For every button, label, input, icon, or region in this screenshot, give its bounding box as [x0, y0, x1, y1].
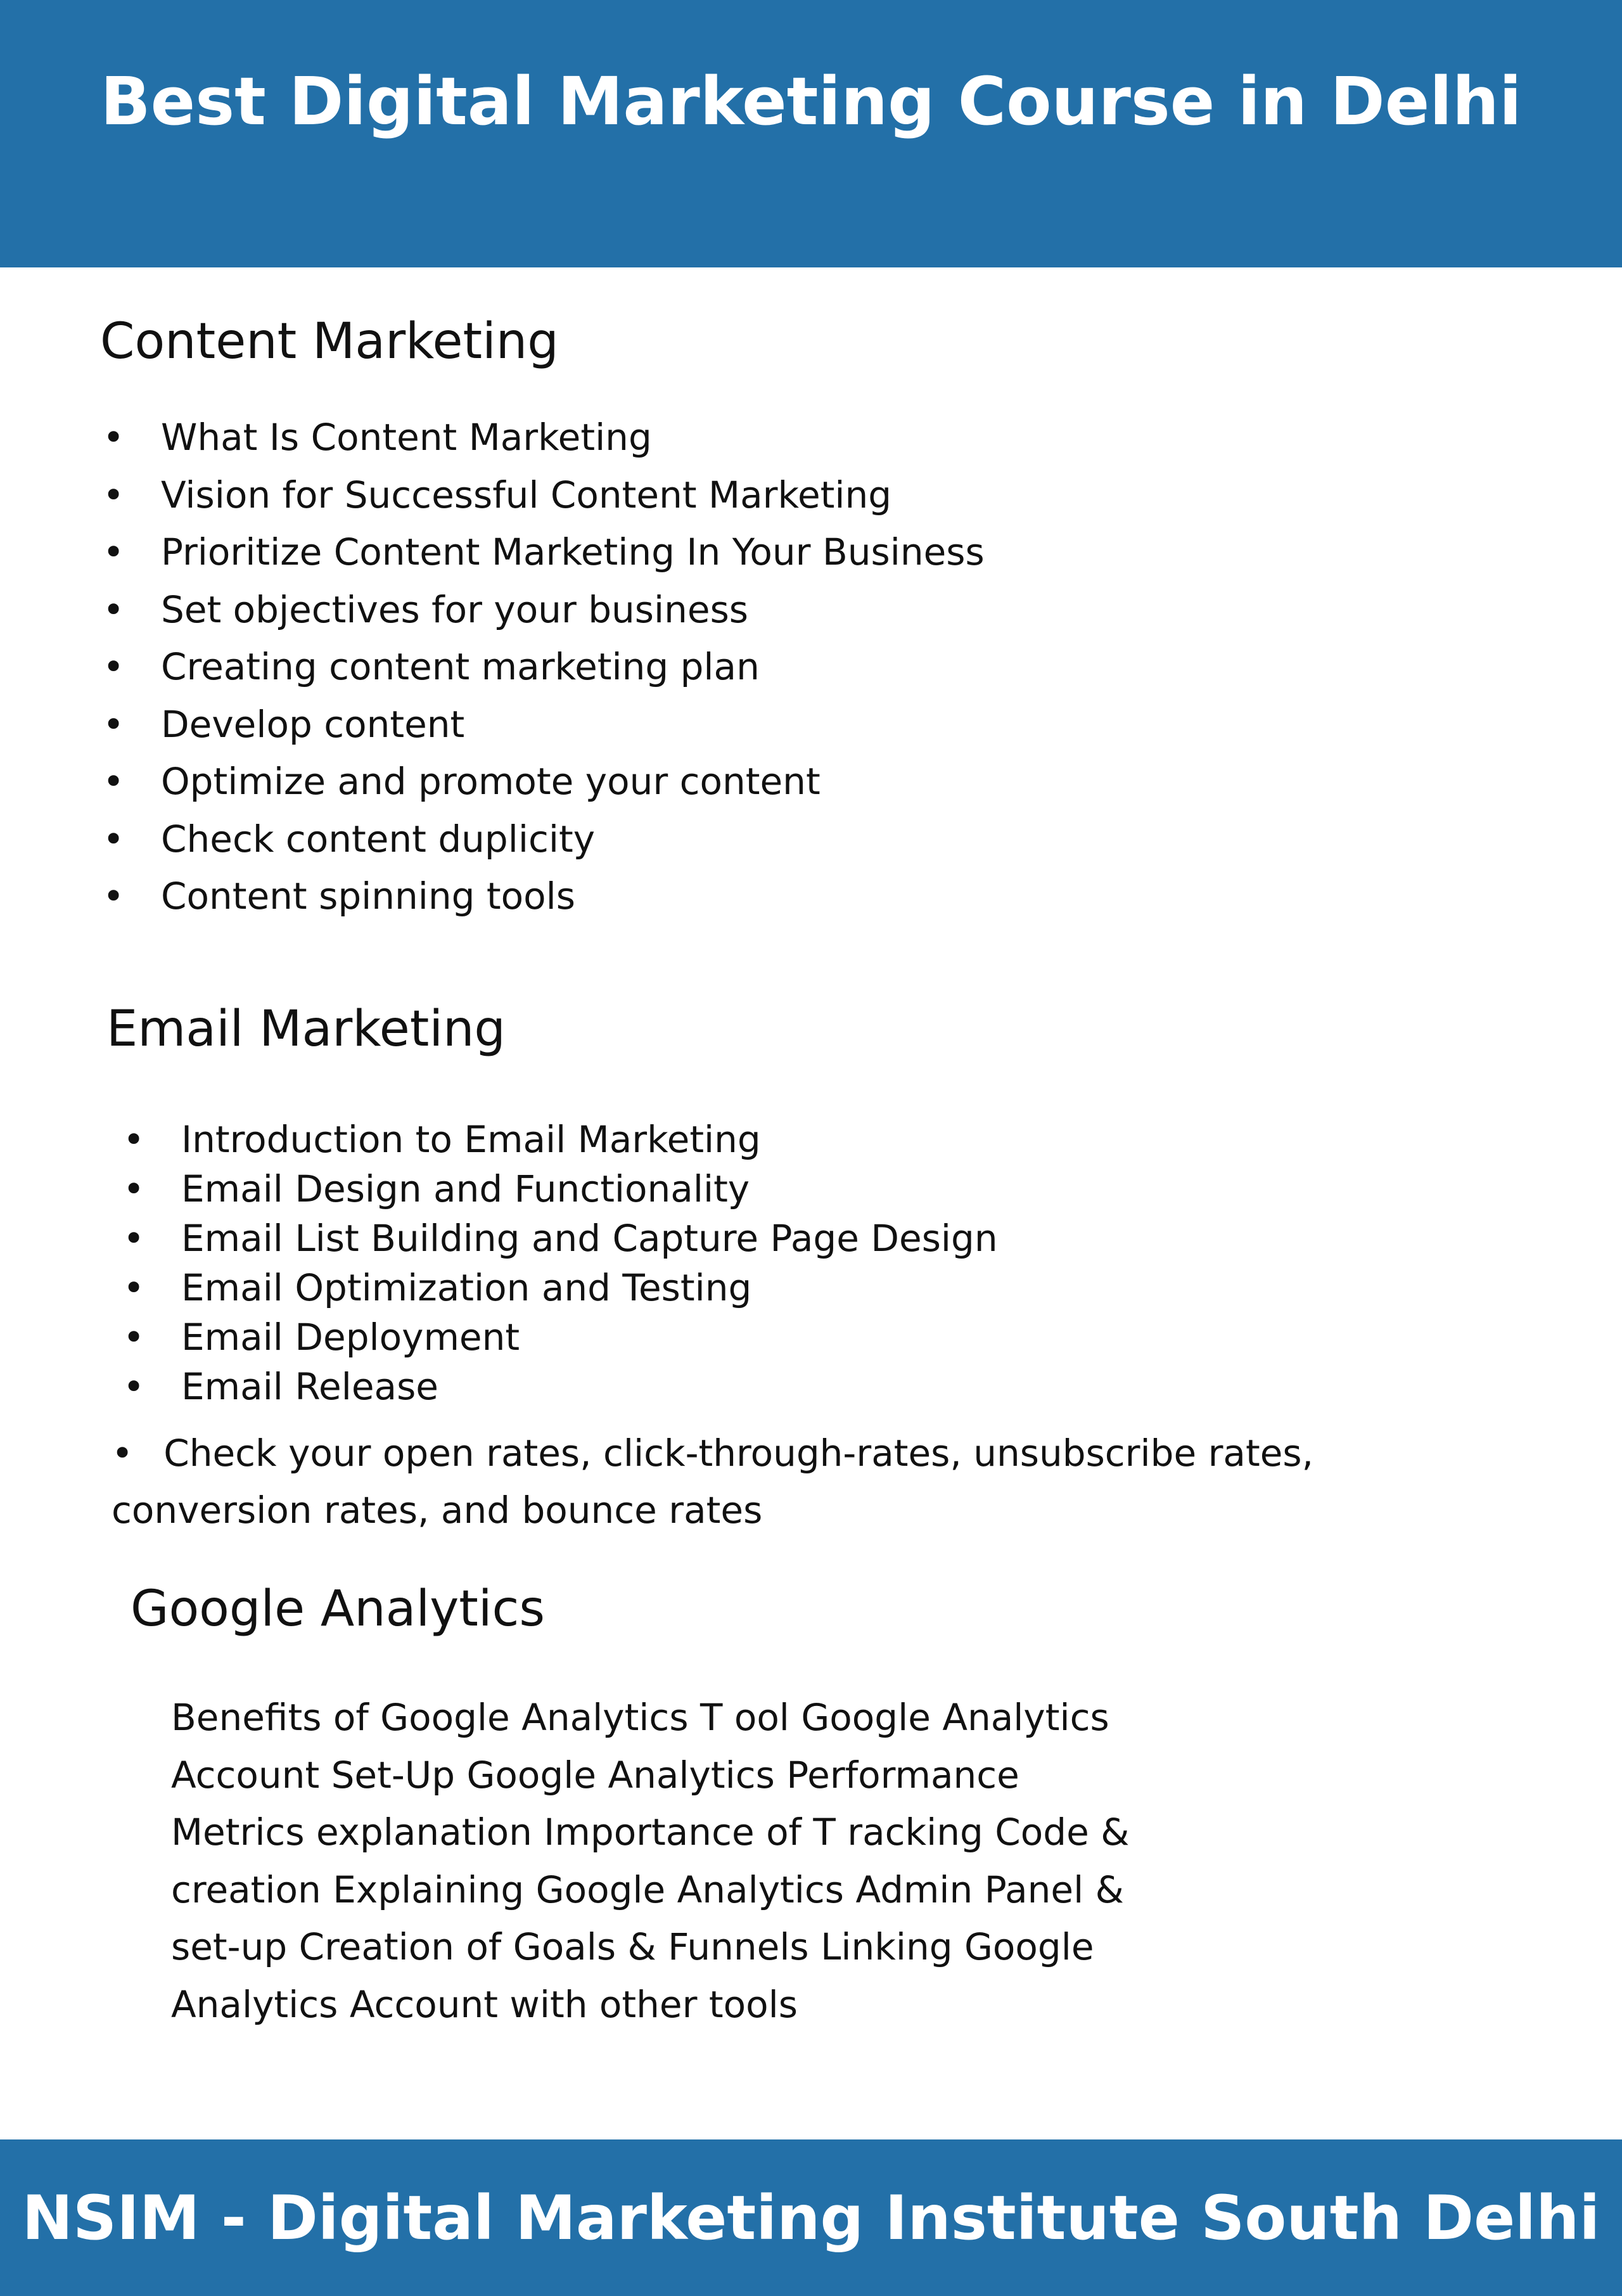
bullet-icon: •: [103, 645, 125, 688]
bullet-icon: •: [103, 702, 125, 746]
bullet-icon: •: [123, 1167, 145, 1210]
list-item: • What Is Content Marketing: [103, 409, 985, 466]
section-title-google-analytics: Google Analytics: [131, 1581, 546, 1638]
bullet-icon: •: [123, 1266, 145, 1309]
bullet-icon: •: [123, 1118, 145, 1161]
list-item: • Develop content: [103, 696, 985, 754]
list-item: • Check content duplicity: [103, 811, 985, 868]
section-title-email-marketing: Email Marketing: [106, 1001, 506, 1058]
email-marketing-list: [123, 1115, 998, 1411]
list-item: • Introduction to Email Marketing: [123, 1115, 998, 1164]
list-item: • Creating content marketing plan: [103, 638, 985, 696]
bullet-icon: •: [103, 530, 125, 574]
list-item: • Email Optimization and Testing: [123, 1263, 998, 1312]
footer-title: NSIM - Digital Marketing Institute South Delhi: [22, 2183, 1600, 2254]
list-item: • Email List Building and Capture Page Design: [123, 1214, 998, 1263]
list-item: • Content spinning tools: [103, 868, 985, 925]
list-item: • Prioritize Content Marketing In Your Business: [103, 523, 985, 581]
list-item: • Email Deployment: [123, 1312, 998, 1362]
bullet-icon: •: [123, 1217, 145, 1260]
page-title: Best Digital Marketing Course in Delhi: [100, 63, 1522, 140]
bullet-icon: •: [112, 1432, 134, 1475]
list-item: • Email Design and Functionality: [123, 1164, 998, 1214]
list-item: • Email Release: [123, 1362, 998, 1411]
footer-banner: [0, 2139, 1622, 2296]
bullet-icon: •: [123, 1365, 145, 1408]
bullet-icon: •: [103, 473, 125, 516]
list-item: • Optimize and promote your content: [103, 753, 985, 811]
bullet-icon: •: [103, 416, 125, 459]
google-analytics-paragraph: Benefits of Google Analytics T ool Google Analytics Account Set-Up Google Analytics Performance Metrics explanation Importance of T racking Code & creation Explaining Google Analytics Admin Panel & set-up Creation of Goals & Funnels Linking Google Analytics Account with other tools: [171, 1696, 1130, 2026]
content-marketing-list: [103, 409, 985, 925]
list-item: • Set objectives for your business: [103, 581, 985, 639]
header-banner: [0, 0, 1622, 267]
bullet-icon: •: [103, 587, 125, 631]
list-item: • Vision for Successful Content Marketing: [103, 466, 985, 524]
bullet-icon: •: [123, 1316, 145, 1359]
section-title-content-marketing: Content Marketing: [100, 313, 559, 370]
bullet-icon: •: [103, 817, 125, 861]
bullet-icon: •: [103, 760, 125, 803]
bullet-icon: •: [103, 875, 125, 918]
list-item: • Check your open rates, click-through-rates, unsubscribe rates, conversion rates, and bounce rates: [112, 1432, 1314, 1532]
